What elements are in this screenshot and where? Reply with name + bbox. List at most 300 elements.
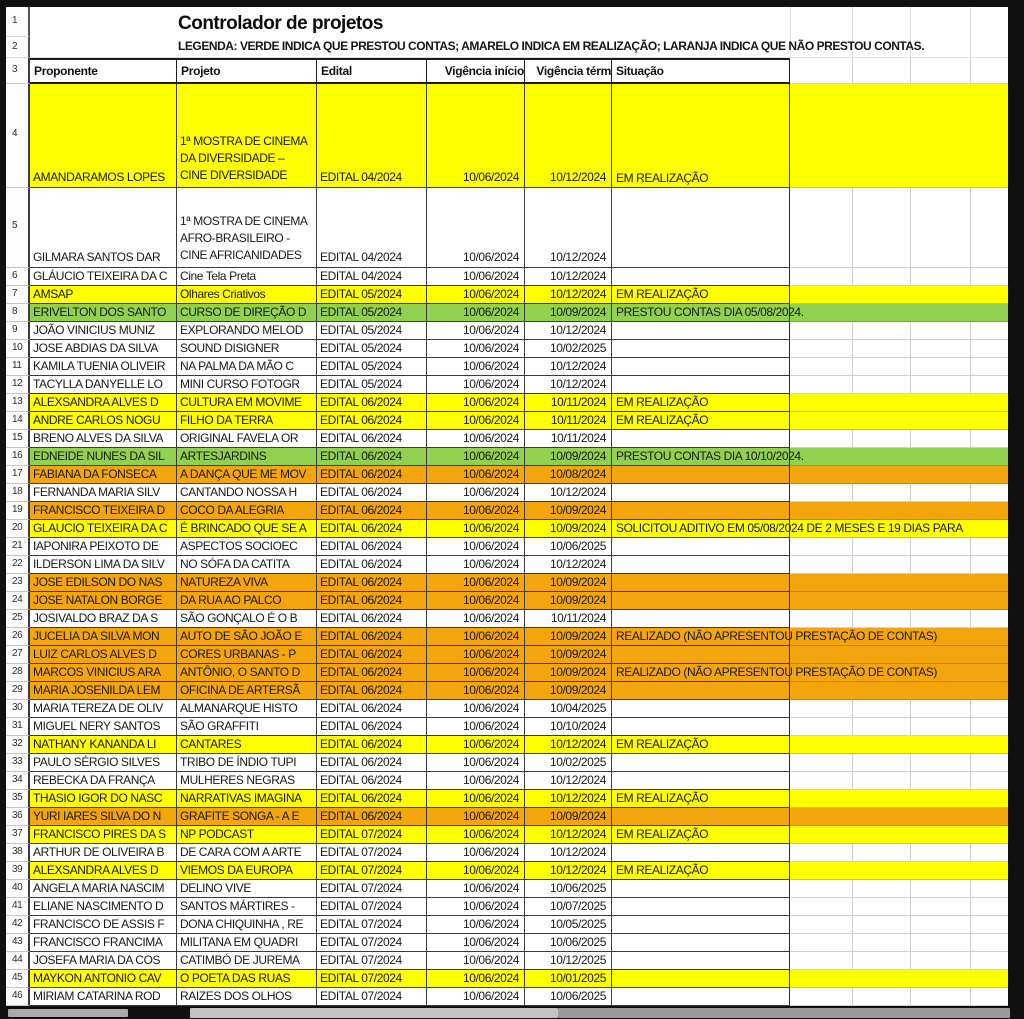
cell-vigencia-termino[interactable]: 10/12/2024 [525, 556, 612, 574]
cell-empty-extension[interactable] [790, 286, 1008, 304]
cell-projeto[interactable]: CATIMBÓ DE JUREMA [177, 952, 317, 970]
cell-empty-extension[interactable] [790, 952, 1008, 970]
cell-situacao[interactable] [612, 700, 790, 718]
cell-empty-extension[interactable] [790, 394, 1008, 412]
cell-projeto[interactable]: CANTANDO NOSSA H [177, 484, 317, 502]
cell-edital[interactable]: EDITAL 06/2024 [317, 628, 427, 646]
cell-vigencia-inicio[interactable]: 10/06/2024 [427, 916, 525, 934]
cell-projeto[interactable]: FILHO DA TERRA [177, 412, 317, 430]
cell-edital[interactable]: EDITAL 06/2024 [317, 430, 427, 448]
cell-proponente[interactable]: ALEXSANDRA ALVES D [30, 394, 177, 412]
cell-projeto[interactable]: ORIGINAL FAVELA OR [177, 430, 317, 448]
cell-situacao[interactable] [612, 628, 937, 646]
cell-edital[interactable]: EDITAL 07/2024 [317, 880, 427, 898]
column-header-projeto[interactable]: Projeto [177, 58, 317, 84]
cell-edital[interactable]: EDITAL 06/2024 [317, 808, 427, 826]
cell-edital[interactable]: EDITAL 07/2024 [317, 898, 427, 916]
row-header[interactable]: 35 [6, 790, 30, 808]
row-header[interactable]: 6 [6, 268, 30, 286]
cell-situacao[interactable] [612, 502, 790, 520]
cell-empty-extension[interactable] [790, 574, 1008, 592]
cell-projeto[interactable]: VIEMOS DA EUROPA [177, 862, 317, 880]
cell-edital[interactable]: EDITAL 06/2024 [317, 394, 427, 412]
cell-proponente[interactable]: GLAUCIO TEIXEIRA DA C [30, 520, 177, 538]
cell-vigencia-inicio[interactable]: 10/06/2024 [427, 934, 525, 952]
row-header[interactable]: 23 [6, 574, 30, 592]
cell-situacao[interactable] [612, 844, 790, 862]
cell-vigencia-termino[interactable]: 10/02/2025 [525, 340, 612, 358]
cell-edital[interactable]: EDITAL 06/2024 [317, 556, 427, 574]
cell-situacao[interactable] [612, 394, 790, 412]
column-header-situacao[interactable]: Situação [612, 58, 790, 84]
row-header[interactable]: 40 [6, 880, 30, 898]
row-header-3[interactable]: 3 [6, 58, 30, 84]
row-header[interactable]: 39 [6, 862, 30, 880]
cell-situacao[interactable] [612, 826, 790, 844]
cell-vigencia-inicio[interactable]: 10/06/2024 [427, 898, 525, 916]
cell-edital[interactable]: EDITAL 06/2024 [317, 502, 427, 520]
cell-proponente[interactable]: MARIA TEREZA DE OLIV [30, 700, 177, 718]
cell-vigencia-inicio[interactable]: 10/06/2024 [427, 376, 525, 394]
cell-vigencia-inicio[interactable]: 10/06/2024 [427, 808, 525, 826]
cell-situacao[interactable] [612, 376, 790, 394]
cell-projeto[interactable]: 1ª MOSTRA DE CINEMA DA DIVERSIDADE – CINE DIVERSIDADE [177, 84, 317, 188]
cell-situacao[interactable] [612, 970, 790, 988]
cell-vigencia-termino[interactable]: 10/09/2024 [525, 808, 612, 826]
cell-vigencia-inicio[interactable]: 10/06/2024 [427, 826, 525, 844]
cell-proponente[interactable]: ANDRE CARLOS NOGU [30, 412, 177, 430]
cell-vigencia-inicio[interactable]: 10/06/2024 [427, 628, 525, 646]
cell-vigencia-termino[interactable]: 10/04/2025 [525, 700, 612, 718]
cell-vigencia-termino[interactable]: 10/08/2024 [525, 466, 612, 484]
cell-vigencia-termino[interactable]: 10/06/2025 [525, 538, 612, 556]
cell-empty-extension[interactable] [790, 502, 1008, 520]
cell-vigencia-inicio[interactable]: 10/06/2024 [427, 880, 525, 898]
cell-edital[interactable]: EDITAL 06/2024 [317, 790, 427, 808]
row-header[interactable]: 12 [6, 376, 30, 394]
cell-empty-extension[interactable] [790, 556, 1008, 574]
cell-situacao[interactable] [612, 880, 790, 898]
cell-proponente[interactable]: JOSE EDILSON DO NAS [30, 574, 177, 592]
column-header-edital[interactable]: Edital [317, 58, 427, 84]
cell-vigencia-inicio[interactable]: 10/06/2024 [427, 754, 525, 772]
cell-empty-extension[interactable] [790, 880, 1008, 898]
cell-projeto[interactable]: MINI CURSO FOTOGR [177, 376, 317, 394]
row-header[interactable]: 44 [6, 952, 30, 970]
cell-edital[interactable]: EDITAL 06/2024 [317, 466, 427, 484]
cell-vigencia-termino[interactable]: 10/09/2024 [525, 502, 612, 520]
cell-edital[interactable]: EDITAL 05/2024 [317, 286, 427, 304]
cell-vigencia-termino[interactable]: 10/12/2024 [525, 84, 612, 188]
cell-edital[interactable]: EDITAL 06/2024 [317, 592, 427, 610]
cell-situacao[interactable] [612, 340, 790, 358]
cell-vigencia-termino[interactable]: 10/06/2025 [525, 880, 612, 898]
cell-empty-extension[interactable] [790, 538, 1008, 556]
cell-projeto[interactable]: CURSO DE DIREÇÃO D [177, 304, 317, 322]
cell-proponente[interactable]: FRANCISCO PIRES DA S [30, 826, 177, 844]
cell-empty-extension[interactable] [790, 754, 1008, 772]
cell-empty-extension[interactable] [790, 358, 1008, 376]
cell-vigencia-termino[interactable]: 10/11/2024 [525, 412, 612, 430]
cell-proponente[interactable]: JOÃO VINICIUS MUNIZ [30, 322, 177, 340]
cell-edital[interactable]: EDITAL 05/2024 [317, 304, 427, 322]
cell-situacao[interactable] [612, 988, 790, 1006]
cell-situacao[interactable] [612, 808, 790, 826]
cell-situacao[interactable] [612, 592, 790, 610]
cell-projeto[interactable]: ALMANARQUE HISTO [177, 700, 317, 718]
cell-proponente[interactable]: KAMILA TUENIA OLIVEIR [30, 358, 177, 376]
row-header[interactable]: 26 [6, 628, 30, 646]
cell-proponente[interactable]: FABIANA DA FONSECA [30, 466, 177, 484]
cell-projeto[interactable]: NATUREZA VIVA [177, 574, 317, 592]
cell-empty-extension[interactable] [790, 322, 1008, 340]
cell-vigencia-inicio[interactable]: 10/06/2024 [427, 430, 525, 448]
cell-edital[interactable]: EDITAL 06/2024 [317, 448, 427, 466]
cell-vigencia-termino[interactable]: 10/11/2024 [525, 610, 612, 628]
cell-proponente[interactable]: PAULO SÉRGIO SILVES [30, 754, 177, 772]
cell-edital[interactable]: EDITAL 07/2024 [317, 862, 427, 880]
cell-situacao[interactable] [612, 754, 790, 772]
cell-proponente[interactable]: YURI IARES SILVA DO N [30, 808, 177, 826]
cell-vigencia-inicio[interactable]: 10/06/2024 [427, 466, 525, 484]
cell-proponente[interactable]: ILDERSON LIMA DA SILV [30, 556, 177, 574]
row-header[interactable]: 14 [6, 412, 30, 430]
cell-projeto[interactable]: NO SÓFA DA CATITA [177, 556, 317, 574]
cell-situacao[interactable] [612, 556, 790, 574]
row-header-1[interactable]: 1 [6, 7, 30, 37]
cell-vigencia-termino[interactable]: 10/09/2024 [525, 682, 612, 700]
cell-proponente[interactable]: JOSE NATALON BORGE [30, 592, 177, 610]
cell-vigencia-inicio[interactable]: 10/06/2024 [427, 952, 525, 970]
cell-vigencia-inicio[interactable]: 10/06/2024 [427, 790, 525, 808]
cell-edital[interactable]: EDITAL 06/2024 [317, 754, 427, 772]
cell-vigencia-inicio[interactable]: 10/06/2024 [427, 520, 525, 538]
cell-proponente[interactable]: IAPONIRA PEIXOTO DE [30, 538, 177, 556]
cell-proponente[interactable]: BRENO ALVES DA SILVA [30, 430, 177, 448]
cell-situacao[interactable] [612, 358, 790, 376]
cell-projeto[interactable]: AUTO DE SÃO JOÃO E [177, 628, 317, 646]
cell-vigencia-inicio[interactable]: 10/06/2024 [427, 448, 525, 466]
column-header-proponente[interactable]: Proponente [30, 58, 177, 84]
cell-projeto[interactable]: CULTURA EM MOVIME [177, 394, 317, 412]
cell-vigencia-termino[interactable]: 10/06/2025 [525, 988, 612, 1006]
cell-vigencia-termino[interactable]: 10/02/2025 [525, 754, 612, 772]
sheet-tab[interactable] [8, 1009, 128, 1017]
empty-columns-header[interactable] [790, 58, 1008, 84]
row-header[interactable]: 27 [6, 646, 30, 664]
cell-vigencia-termino[interactable]: 10/12/2024 [525, 736, 612, 754]
row-header[interactable]: 24 [6, 592, 30, 610]
row-header[interactable]: 28 [6, 664, 30, 682]
cell-situacao[interactable] [612, 520, 963, 538]
row-header[interactable]: 5 [6, 188, 30, 268]
cell-edital[interactable]: EDITAL 06/2024 [317, 538, 427, 556]
row-header[interactable]: 18 [6, 484, 30, 502]
row-header[interactable]: 13 [6, 394, 30, 412]
cell-vigencia-inicio[interactable]: 10/06/2024 [427, 556, 525, 574]
cell-vigencia-termino[interactable]: 10/12/2024 [525, 358, 612, 376]
cell-vigencia-termino[interactable]: 10/12/2024 [525, 322, 612, 340]
cell-situacao[interactable] [612, 736, 790, 754]
cell-projeto[interactable]: TRIBO DE ÍNDIO TUPI [177, 754, 317, 772]
cell-edital[interactable]: EDITAL 06/2024 [317, 664, 427, 682]
cell-projeto[interactable]: Cine Tela Preta [177, 268, 317, 286]
cell-empty-extension[interactable] [790, 610, 1008, 628]
cell-situacao[interactable] [612, 862, 790, 880]
row-header[interactable]: 8 [6, 304, 30, 322]
cell-proponente[interactable]: NATHANY KANANDA LI [30, 736, 177, 754]
cell-edital[interactable]: EDITAL 07/2024 [317, 988, 427, 1006]
row-header[interactable]: 43 [6, 934, 30, 952]
cell-empty-extension[interactable] [790, 304, 1008, 322]
cell-proponente[interactable]: ALEXSANDRA ALVES D [30, 862, 177, 880]
cell-projeto[interactable]: NA PALMA DA MÃO C [177, 358, 317, 376]
cell-situacao[interactable] [612, 188, 790, 268]
cell-proponente[interactable]: AMSAP [30, 286, 177, 304]
cell-vigencia-inicio[interactable]: 10/06/2024 [427, 718, 525, 736]
cell-vigencia-inicio[interactable]: 10/06/2024 [427, 286, 525, 304]
cell-proponente[interactable]: JUCELIA DA SILVA MON [30, 628, 177, 646]
cell-situacao[interactable] [612, 682, 790, 700]
cell-projeto[interactable]: ASPECTOS SOCIOEC [177, 538, 317, 556]
cell-edital[interactable]: EDITAL 05/2024 [317, 376, 427, 394]
row-header[interactable]: 10 [6, 340, 30, 358]
cell-edital[interactable]: EDITAL 04/2024 [317, 84, 427, 188]
cell-edital[interactable]: EDITAL 07/2024 [317, 952, 427, 970]
cell-vigencia-inicio[interactable]: 10/06/2024 [427, 682, 525, 700]
cell-vigencia-termino[interactable]: 10/12/2024 [525, 286, 612, 304]
cell-vigencia-termino[interactable]: 10/01/2025 [525, 970, 612, 988]
cell-projeto[interactable]: MULHERES NEGRAS [177, 772, 317, 790]
cell-situacao[interactable] [612, 466, 790, 484]
cell-vigencia-termino[interactable]: 10/11/2024 [525, 430, 612, 448]
cell-proponente[interactable]: MIRIAM CATARINA ROD [30, 988, 177, 1006]
cell-vigencia-termino[interactable]: 10/12/2024 [525, 826, 612, 844]
row-header[interactable]: 21 [6, 538, 30, 556]
horizontal-scrollbar-track[interactable] [190, 1008, 558, 1018]
cell-empty-extension[interactable] [790, 340, 1008, 358]
cell-vigencia-termino[interactable]: 10/07/2025 [525, 898, 612, 916]
cell-edital[interactable]: EDITAL 07/2024 [317, 826, 427, 844]
cell-vigencia-inicio[interactable]: 10/06/2024 [427, 592, 525, 610]
cell-situacao[interactable] [612, 484, 790, 502]
column-header-vigencia-termino[interactable]: Vigência térm [525, 58, 612, 84]
row-header[interactable]: 22 [6, 556, 30, 574]
cell-projeto[interactable]: RAIZES DOS OLHOS [177, 988, 317, 1006]
cell-situacao[interactable] [612, 430, 790, 448]
cell-empty-extension[interactable] [790, 988, 1008, 1006]
row-header[interactable]: 15 [6, 430, 30, 448]
cell-situacao[interactable] [612, 934, 790, 952]
column-header-vigencia-inicio[interactable]: Vigência início [427, 58, 525, 84]
cell-vigencia-inicio[interactable]: 10/06/2024 [427, 484, 525, 502]
cell-vigencia-termino[interactable]: 10/12/2024 [525, 862, 612, 880]
row-header[interactable]: 7 [6, 286, 30, 304]
cell-proponente[interactable]: ERIVELTON DOS SANTO [30, 304, 177, 322]
cell-empty-extension[interactable] [790, 826, 1008, 844]
cell-empty-extension[interactable] [790, 466, 1008, 484]
row-header[interactable]: 46 [6, 988, 30, 1006]
cell-vigencia-inicio[interactable]: 10/06/2024 [427, 736, 525, 754]
cell-vigencia-termino[interactable]: 10/10/2024 [525, 718, 612, 736]
cell-proponente[interactable]: ANGELA MARIA NASCIM [30, 880, 177, 898]
cell-projeto[interactable]: Olhares Criativos [177, 286, 317, 304]
cell-situacao[interactable] [612, 916, 790, 934]
cell-situacao[interactable] [612, 610, 790, 628]
cell-edital[interactable]: EDITAL 07/2024 [317, 844, 427, 862]
cell-situacao[interactable] [612, 664, 937, 682]
cell-empty-extension[interactable] [790, 916, 1008, 934]
cell-projeto[interactable]: A DANÇA QUE ME MOV [177, 466, 317, 484]
row-header[interactable]: 25 [6, 610, 30, 628]
cell-vigencia-inicio[interactable]: 10/06/2024 [427, 700, 525, 718]
cell-vigencia-inicio[interactable]: 10/06/2024 [427, 988, 525, 1006]
cell-proponente[interactable]: GILMARA SANTOS DAR [30, 188, 177, 268]
cell-situacao[interactable] [612, 898, 790, 916]
row-header[interactable]: 41 [6, 898, 30, 916]
cell-vigencia-termino[interactable]: 10/09/2024 [525, 304, 612, 322]
cell-situacao[interactable] [612, 304, 804, 322]
cell-projeto[interactable]: SOUND DISIGNER [177, 340, 317, 358]
cell-empty-extension[interactable] [790, 700, 1008, 718]
cell-vigencia-inicio[interactable]: 10/06/2024 [427, 844, 525, 862]
cell-situacao[interactable] [612, 574, 790, 592]
cell-edital[interactable]: EDITAL 06/2024 [317, 412, 427, 430]
cell-edital[interactable]: EDITAL 07/2024 [317, 916, 427, 934]
cell-edital[interactable]: EDITAL 05/2024 [317, 358, 427, 376]
cell-vigencia-termino[interactable]: 10/09/2024 [525, 646, 612, 664]
cell-proponente[interactable]: AMANDARAMOS LOPES [30, 84, 177, 188]
cell-empty-extension[interactable] [790, 84, 1008, 188]
cell-edital[interactable]: EDITAL 07/2024 [317, 970, 427, 988]
cell-proponente[interactable]: MARCOS VINICIUS ARA [30, 664, 177, 682]
cell-proponente[interactable]: EDNEIDE NUNES DA SIL [30, 448, 177, 466]
cell-edital[interactable]: EDITAL 06/2024 [317, 718, 427, 736]
cell-vigencia-termino[interactable]: 10/09/2024 [525, 628, 612, 646]
cell-empty-extension[interactable] [790, 376, 1008, 394]
cell-vigencia-inicio[interactable]: 10/06/2024 [427, 574, 525, 592]
row-header[interactable]: 11 [6, 358, 30, 376]
cell-edital[interactable]: EDITAL 07/2024 [317, 934, 427, 952]
legend-text[interactable]: LEGENDA: VERDE INDICA QUE PRESTOU CONTAS; AMARELO INDICA EM REALIZAÇÃO; LARANJA INDICA QUE NÃO PRESTOU CONTAS. [30, 37, 1008, 58]
row-header[interactable]: 9 [6, 322, 30, 340]
cell-projeto[interactable]: DONA CHIQUINHA , RE [177, 916, 317, 934]
row-header[interactable]: 16 [6, 448, 30, 466]
cell-projeto[interactable]: NARRATIVAS IMAGINA [177, 790, 317, 808]
cell-vigencia-inicio[interactable]: 10/06/2024 [427, 268, 525, 286]
cell-situacao[interactable] [612, 646, 790, 664]
cell-empty-extension[interactable] [790, 790, 1008, 808]
cell-vigencia-termino[interactable]: 10/12/2025 [525, 952, 612, 970]
row-header[interactable]: 37 [6, 826, 30, 844]
cell-proponente[interactable]: MAYKON ANTONIO CAV [30, 970, 177, 988]
cell-vigencia-inicio[interactable]: 10/06/2024 [427, 664, 525, 682]
cell-situacao[interactable] [612, 322, 790, 340]
row-header[interactable]: 4 [6, 84, 30, 188]
cell-empty-extension[interactable] [790, 934, 1008, 952]
cell-projeto[interactable]: DA RUA AO PALCO [177, 592, 317, 610]
cell-situacao[interactable] [612, 84, 790, 188]
cell-vigencia-termino[interactable]: 10/12/2024 [525, 268, 612, 286]
cell-proponente[interactable]: LUIZ CARLOS ALVES D [30, 646, 177, 664]
cell-empty-extension[interactable] [790, 682, 1008, 700]
row-header[interactable]: 17 [6, 466, 30, 484]
cell-proponente[interactable]: MIGUEL NERY SANTOS [30, 718, 177, 736]
row-header[interactable]: 19 [6, 502, 30, 520]
cell-empty-extension[interactable] [790, 592, 1008, 610]
cell-situacao[interactable] [612, 268, 790, 286]
cell-empty-extension[interactable] [790, 736, 1008, 754]
cell-projeto[interactable]: O POETA DAS RUAS [177, 970, 317, 988]
cell-edital[interactable]: EDITAL 05/2024 [317, 322, 427, 340]
cell-projeto[interactable]: DE CARA COM A ARTE [177, 844, 317, 862]
cell-vigencia-inicio[interactable]: 10/06/2024 [427, 322, 525, 340]
row-header[interactable]: 36 [6, 808, 30, 826]
cell-situacao[interactable] [612, 952, 790, 970]
cell-empty-extension[interactable] [790, 808, 1008, 826]
cell-vigencia-inicio[interactable]: 10/06/2024 [427, 772, 525, 790]
cell-proponente[interactable]: FRANCISCO TEIXEIRA D [30, 502, 177, 520]
row-header[interactable]: 29 [6, 682, 30, 700]
cell-vigencia-inicio[interactable]: 10/06/2024 [427, 412, 525, 430]
row-header[interactable]: 38 [6, 844, 30, 862]
cell-projeto[interactable]: ANTÔNIO, O SANTO D [177, 664, 317, 682]
cell-proponente[interactable]: TACYLLA DANYELLE LO [30, 376, 177, 394]
cell-vigencia-inicio[interactable]: 10/06/2024 [427, 304, 525, 322]
cell-vigencia-termino[interactable]: 10/12/2024 [525, 844, 612, 862]
cell-proponente[interactable]: JOSE ABDIAS DA SILVA [30, 340, 177, 358]
cell-projeto[interactable]: ARTESJARDINS [177, 448, 317, 466]
cell-empty-extension[interactable] [790, 844, 1008, 862]
cell-empty-extension[interactable] [790, 412, 1008, 430]
cell-empty-extension[interactable] [790, 862, 1008, 880]
cell-empty-extension[interactable] [790, 718, 1008, 736]
cell-situacao[interactable] [612, 772, 790, 790]
cell-edital[interactable]: EDITAL 06/2024 [317, 700, 427, 718]
cell-projeto[interactable]: 1ª MOSTRA DE CINEMA AFRO-BRASILEIRO - CINE AFRICANIDADES [177, 188, 317, 268]
cell-situacao[interactable] [612, 718, 790, 736]
row-header[interactable]: 42 [6, 916, 30, 934]
cell-situacao[interactable] [612, 448, 804, 466]
cell-vigencia-inicio[interactable]: 10/06/2024 [427, 340, 525, 358]
row-header[interactable]: 32 [6, 736, 30, 754]
cell-proponente[interactable]: FRANCISCO DE ASSIS F [30, 916, 177, 934]
cell-vigencia-inicio[interactable]: 10/06/2024 [427, 970, 525, 988]
cell-situacao[interactable] [612, 790, 790, 808]
cell-empty-extension[interactable] [790, 970, 1008, 988]
cell-vigencia-termino[interactable]: 10/06/2025 [525, 934, 612, 952]
cell-edital[interactable]: EDITAL 06/2024 [317, 610, 427, 628]
cell-vigencia-inicio[interactable]: 10/06/2024 [427, 502, 525, 520]
cell-proponente[interactable]: JOSIVALDO BRAZ DA S [30, 610, 177, 628]
cell-projeto[interactable]: CANTARES [177, 736, 317, 754]
cell-proponente[interactable]: FERNANDA MARIA SILV [30, 484, 177, 502]
cell-edital[interactable]: EDITAL 06/2024 [317, 682, 427, 700]
row-header-2[interactable]: 2 [6, 37, 30, 58]
horizontal-scrollbar-thumb[interactable] [558, 1008, 1010, 1018]
cell-empty-extension[interactable] [790, 188, 1008, 268]
cell-vigencia-inicio[interactable]: 10/06/2024 [427, 862, 525, 880]
cell-vigencia-termino[interactable]: 10/12/2024 [525, 376, 612, 394]
cell-vigencia-termino[interactable]: 10/11/2024 [525, 394, 612, 412]
cell-vigencia-inicio[interactable]: 10/06/2024 [427, 538, 525, 556]
cell-vigencia-termino[interactable]: 10/09/2024 [525, 520, 612, 538]
cell-vigencia-inicio[interactable]: 10/06/2024 [427, 188, 525, 268]
cell-projeto[interactable]: CORES URBANAS - P [177, 646, 317, 664]
row-header[interactable]: 33 [6, 754, 30, 772]
cell-vigencia-termino[interactable]: 10/12/2024 [525, 772, 612, 790]
cell-projeto[interactable]: SÃO GONÇALO É O B [177, 610, 317, 628]
